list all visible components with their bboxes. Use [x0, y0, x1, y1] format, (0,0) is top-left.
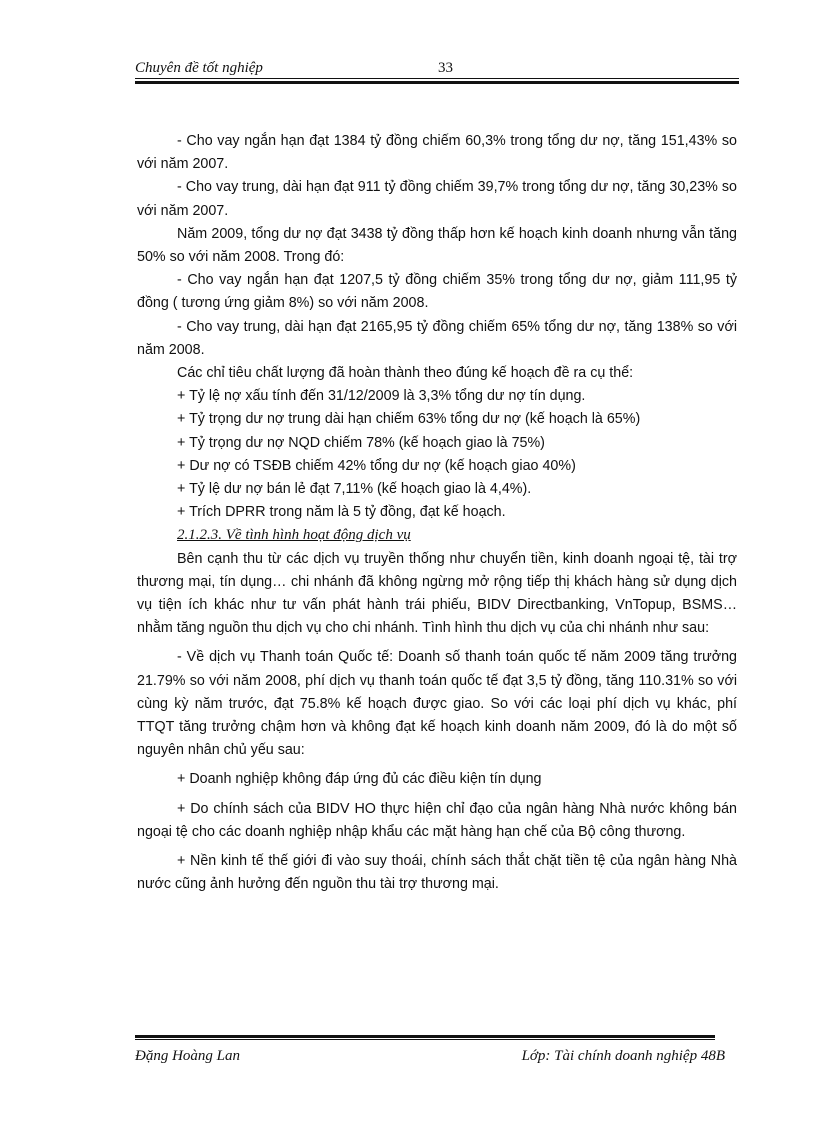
paragraph-international-payment: - Về dịch vụ Thanh toán Quốc tế: Doanh số thanh toán quốc tế năm 2009 tăng trưởng 21.79% so với năm 2008, phí dịch vụ thanh toán quốc tế đạt 3,5 tỷ đồng, tăng 110.31% so với cùng kỳ năm trước, đạt 75.8% kế hoạch được giao. So với các loại phí dịch vụ khác, phí TTQT tăng trưởng chậm hơn và không đạt kế hoạch kinh doanh năm 2009, đó là do một số nguyên nhân chủ yếu sau:: [137, 649, 737, 759]
section-heading-text: 2.1.2.3. Về tình hình hoạt động dịch vụ: [177, 527, 411, 544]
header-rule-thin: [135, 78, 739, 79]
paragraph-long-term-2009: - Cho vay trung, dài hạn đạt 2165,95 tỷ đồng chiếm 65% tổng dư nợ, tăng 138% so với năm 2008.: [137, 318, 737, 358]
footer-author: Đặng Hoàng Lan: [135, 1048, 241, 1064]
list-item: + Tỷ lệ dư nợ bán lẻ đạt 7,11% (kế hoạch giao là 4,4%).: [177, 481, 532, 498]
page-body: [137, 130, 737, 897]
paragraph-services-intro: Bên cạnh thu từ các dịch vụ truyền thống như chuyển tiền, kinh doanh ngoại tệ, tài trợ thương mại, tín dụng… chi nhánh đã không ngừng mở rộng tiếp thị khách hàng sử dụng dịch vụ tiện ích khác như tư vấn phát hành trái phiếu, BIDV Directbanking, VnTopup, BSMS… nhằm tăng nguồn thu dịch vụ cho chi nhánh. Tình hình thu dịch vụ của chi nhánh như sau:: [137, 550, 737, 637]
list-item: + Do chính sách của BIDV HO thực hiện chỉ đạo của ngân hàng Nhà nước không bán ngoại tệ cho các doanh nghiệp nhập khẩu các mặt hàng hạn chế của Bộ công thương.: [137, 800, 737, 840]
page-number: 33: [438, 60, 453, 76]
section-heading: [137, 524, 737, 547]
paragraph-short-term-2009: - Cho vay ngắn hạn đạt 1207,5 tỷ đồng chiếm 35% trong tổng dư nợ, giảm 111,95 tỷ đồng ( tương ứng giảm 8%) so với năm 2008.: [137, 272, 737, 312]
paragraph-short-term-2008: - Cho vay ngắn hạn đạt 1384 tỷ đồng chiếm 60,3% trong tổng dư nợ, tăng 151,43% so với năm 2007.: [137, 133, 737, 173]
list-item: + Tỷ trọng dư nợ NQD chiếm 78% (kế hoạch giao là 75%): [177, 434, 545, 451]
list-item: + Tỷ trọng dư nợ trung dài hạn chiếm 63% tổng dư nợ (kế hoạch là 65%): [177, 411, 641, 428]
list-item: + Trích DPRR trong năm là 5 tỷ đồng, đạt kế hoạch.: [177, 504, 506, 521]
paragraph-quality-intro: Các chỉ tiêu chất lượng đã hoàn thành theo đúng kế hoạch đề ra cụ thể:: [177, 365, 634, 382]
footer-class: Lớp: Tài chính doanh nghiệp 48B: [521, 1048, 725, 1064]
paragraph-total-2009: Năm 2009, tổng dư nợ đạt 3438 tỷ đồng thấp hơn kế hoạch kinh doanh nhưng vẫn tăng 50% so với năm 2008. Trong đó:: [137, 225, 737, 266]
header-rule-thick: [135, 81, 739, 84]
list-item: + Dư nợ có TSĐB chiếm 42% tổng dư nợ (kế hoạch giao 40%): [177, 457, 576, 474]
list-item: + Tỷ lệ nợ xấu tính đến 31/12/2009 là 3,3% tổng dư nợ tín dụng.: [177, 388, 586, 405]
list-item: + Nền kinh tế thế giới đi vào suy thoái, chính sách thắt chặt tiền tệ của ngân hàng Nhà nước cũng ảnh hưởng đến nguồn thu tài trợ thương mại.: [137, 853, 737, 893]
header-title: Chuyên đề tốt nghiệp: [135, 60, 263, 76]
page-header: [135, 56, 739, 86]
list-item: + Doanh nghiệp không đáp ứng đủ các điều kiện tín dụng: [177, 771, 542, 788]
footer-rule-thin: [135, 1039, 715, 1040]
footer-rule-thick: [135, 1035, 715, 1038]
page-footer: [135, 1035, 739, 1075]
paragraph-long-term-2008: - Cho vay trung, dài hạn đạt 911 tỷ đồng chiếm 39,7% trong tổng dư nợ, tăng 30,23% so với năm 2007.: [137, 179, 737, 219]
